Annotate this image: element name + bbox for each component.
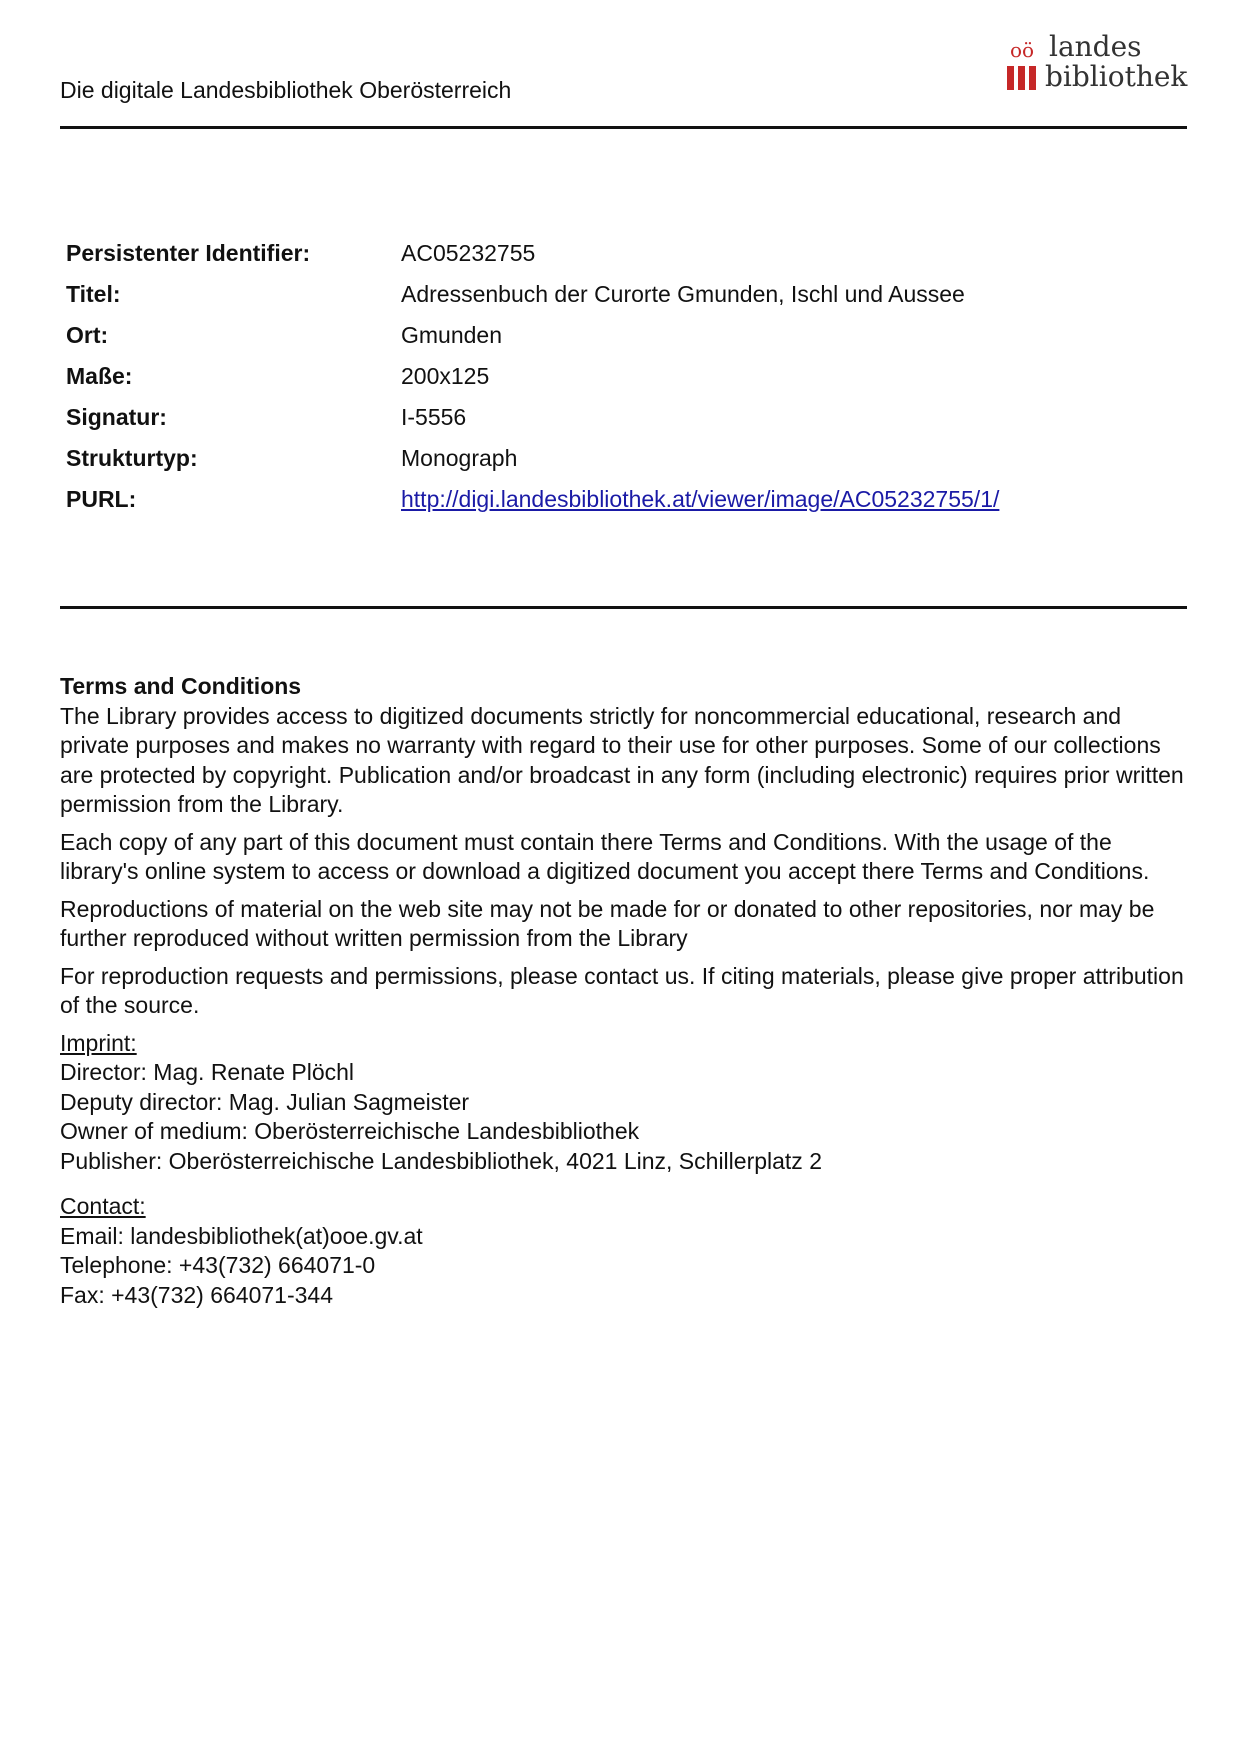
metadata-value: Monograph [401,445,518,471]
terms-heading: Terms and Conditions [60,673,302,699]
imprint-line: Owner of medium: Oberösterreichische Landesbibliothek [60,1118,640,1144]
logo-prefix: oö [1010,38,1035,62]
metadata-value: Gmunden [401,322,503,348]
imprint-line: Deputy director: Mag. Julian Sagmeister [60,1088,470,1115]
metadata-label: Titel: [66,281,121,307]
metadata-label: Persistenter Identifier: [66,240,311,266]
terms-paragraph: Reproductions of material on the web site may not be made for or donated to other repositories, nor may be further reproduced without written permission from the Library [60,895,1155,951]
logo-line2: bibliothek [1045,60,1188,93]
logo-bars-icon [1007,66,1039,90]
logo-line1: landes [1049,30,1142,63]
contact-line: Email: landesbibliothek(at)ooe.gv.at [60,1222,423,1249]
imprint-line: Publisher: Oberösterreichische Landesbibliothek, 4021 Linz, Schillerplatz 2 [60,1147,822,1174]
metadata-divider [60,606,1187,609]
metadata-label: Signatur: [66,404,167,430]
terms-paragraph: The Library provides access to digitized documents strictly for noncommercial educational, research and private purposes and makes no warranty with regard to their use for other purposes. Some of our collections are protected by copyright. Publication and/or broadcast in any form (including electronic) requires prior written permission from the Library. [60,702,1184,817]
header-divider [60,126,1187,129]
metadata-value: 200x125 [401,363,490,389]
metadata-value: AC05232755 [401,240,536,266]
contact-line: Telephone: +43(732) 664071-0 [60,1252,376,1278]
metadata-label: Ort: [66,322,109,348]
metadata-value-wrap [401,485,999,513]
contact-line: Fax: +43(732) 664071-344 [60,1281,334,1308]
contact-heading: Contact: [60,1193,146,1219]
metadata-value: I-5556 [401,404,467,430]
terms-paragraph: Each copy of any part of this document must contain there Terms and Conditions. With the usage of the library's online system to access or download a digitized document you accept there Terms and Conditions. [60,828,1150,884]
metadata-label: Strukturtyp: [66,445,198,471]
contact-block [60,1192,1190,1310]
metadata-label: Maße: [66,363,133,389]
terms-paragraph: For reproduction requests and permissions, please contact us. If citing materials, please give proper attribution of the source. [60,962,1184,1018]
purl-link[interactable]: http://digi.landesbibliothek.at/viewer/image/AC05232755/1/ [401,486,1000,512]
imprint-line: Director: Mag. Renate Plöchl [60,1059,355,1085]
terms-section [60,672,1190,1310]
metadata-value: Adressenbuch der Curorte Gmunden, Ischl und Aussee [401,281,965,307]
library-logo [1007,30,1187,94]
metadata-label: PURL: [66,486,137,512]
imprint-block [60,1029,1190,1177]
page-header-title: Die digitale Landesbibliothek Oberösterreich [60,77,512,103]
imprint-heading: Imprint: [60,1029,137,1056]
